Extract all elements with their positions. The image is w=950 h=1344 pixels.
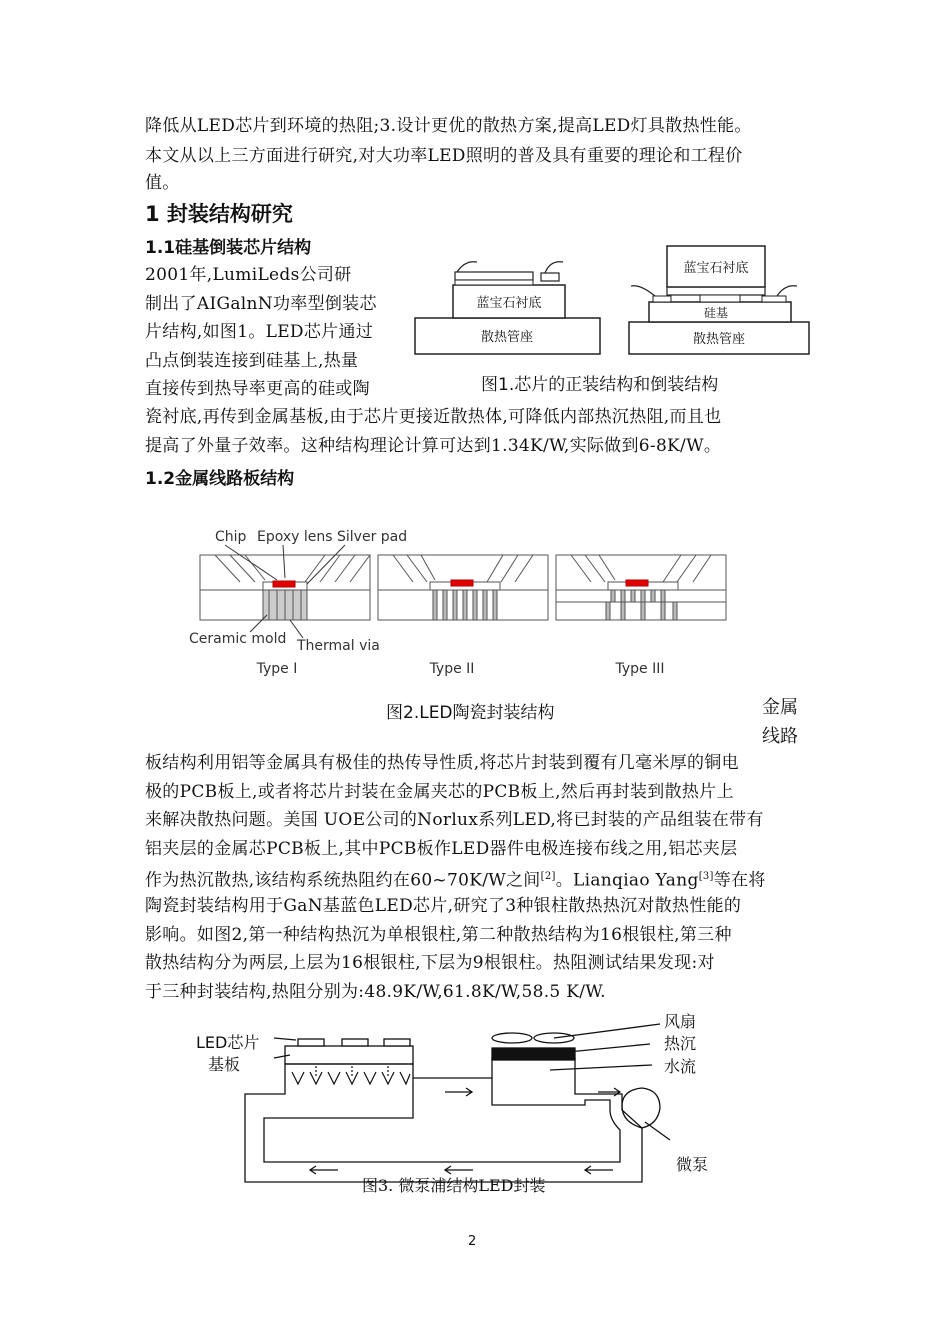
fig1-right-wire-1	[631, 286, 655, 296]
page-number: 2	[468, 1234, 477, 1249]
fig3-pump	[622, 1088, 660, 1128]
fig3-fan-left	[492, 1033, 532, 1043]
sub1-line-5: 直接传到热导率更高的硅或陶	[145, 379, 370, 399]
fig3-flow-arrows	[310, 1088, 620, 1174]
fig2-label-thermal: Thermal via	[297, 638, 380, 654]
fig2-type-3	[556, 555, 726, 620]
fig1-right-base-label: 散热管座	[692, 332, 746, 347]
para2-line-5-part-c: 等在将	[713, 870, 766, 891]
figure-3-diagram	[190, 1010, 730, 1185]
side-text-2: 线路	[762, 726, 798, 747]
fig3-label-pump: 微泵	[676, 1155, 709, 1174]
fig3-chip-3	[384, 1039, 410, 1046]
fig2-type-3-label: Type III	[615, 661, 665, 677]
fig3-chip-2	[342, 1039, 368, 1046]
fig3-label-led: LED芯片	[196, 1033, 260, 1052]
para2-line-4: 铝夹层的金属芯PCB板上,其中PCB板作LED器件电极连接布线之用,铝芯夹层	[145, 839, 738, 859]
para2-line-2: 极的PCB板上,或者将芯片封装在金属夹芯的PCB板上,然后再封装到散热片上	[145, 782, 734, 802]
sub1-line-3: 片结构,如图1。LED芯片通过	[145, 322, 374, 342]
fig1-right-wire-2	[777, 286, 797, 296]
fig2-label-epoxy: Epoxy lens	[257, 529, 333, 545]
side-text-1: 金属	[762, 697, 798, 718]
fig1-left-wire-1	[457, 262, 477, 272]
fig1-left-pad	[541, 273, 559, 281]
fig3-label-heatsink: 热沉	[664, 1034, 697, 1053]
fig2-label-silver: Silver pad	[337, 529, 408, 545]
fig1-right-substrate-label: 蓝宝石衬底	[683, 261, 749, 276]
fig1-left-chip-layer	[455, 280, 533, 285]
fig1-right-chip-layer	[667, 287, 765, 295]
para2-line-3: 来解决散热问题。美国 UOE公司的Norlux系列LED,将已封装的产品组装在带有	[145, 810, 764, 830]
fig3-label-water: 水流	[664, 1057, 697, 1076]
fig3-channel-outer	[245, 1058, 642, 1182]
section-1-2-heading: 1.2金属线路板结构	[145, 469, 295, 489]
fig2-label-ceramic: Ceramic mold	[189, 631, 287, 647]
sub1-line-2: 制出了AIGalnN功率型倒装芯	[145, 294, 377, 314]
fig1-left-substrate-label: 蓝宝石衬底	[476, 296, 542, 311]
section-1-1-heading: 1.1硅基倒装芯片结构	[145, 238, 312, 258]
fig3-substrate	[285, 1046, 413, 1064]
fig3-channel-inner	[264, 1078, 620, 1162]
fig3-label-base: 基板	[208, 1055, 241, 1074]
fig2-type-1-label: Type I	[256, 661, 298, 677]
intro-line-3: 值。	[145, 173, 180, 193]
para2-line-1: 板结构利用铝等金属具有极佳的热传导性质,将芯片封装到覆有几毫米厚的铜电	[145, 753, 739, 773]
para2-line-6: 陶瓷封装结构用于GaN基蓝色LED芯片,研究了3种银柱散热热沉对散热性能的	[145, 896, 742, 916]
sub1-full-line-2: 提高了外量子效率。这种结构理论计算可达到1.34K/W,实际做到6-8K/W。	[145, 436, 722, 456]
intro-line-1: 降低从LED芯片到环境的热阻;3.设计更优的散热方案,提高LED灯具散热性能。	[145, 116, 752, 136]
figure-2-diagram	[185, 520, 745, 685]
citation-3: [3]	[698, 871, 714, 882]
fig1-left-chip	[455, 272, 533, 280]
para2-line-5-part-b: 。Lianqiao Yang	[555, 870, 699, 891]
intro-line-2: 本文从以上三方面进行研究,对大功率LED照明的普及具有重要的理论和工程价	[145, 146, 743, 166]
fig1-right-pad-right	[762, 296, 786, 302]
fig1-right-silicon-label: 硅基	[703, 306, 729, 320]
figure-1-diagram	[405, 240, 825, 365]
fig2-type-2	[378, 555, 548, 620]
section-1-heading: 1 封装结构研究	[145, 202, 293, 226]
fig1-left-wire-2	[545, 262, 563, 273]
figure-2-caption: 图2.LED陶瓷封装结构	[386, 703, 555, 723]
sub1-full-line-1: 瓷衬底,再传到金属基板,由于芯片更接近散热体,可降低内部热沉热阻,而且也	[145, 407, 722, 427]
citation-2: [2]	[540, 871, 556, 882]
figure-1-caption: 图1.芯片的正装结构和倒装结构	[481, 375, 719, 395]
para2-line-8: 散热结构分为两层,上层为16根银柱,下层为9根银柱。热阻测试结果发现:对	[145, 953, 715, 973]
figure-3-caption: 图3. 微泵浦结构LED封装	[362, 1176, 546, 1195]
fig1-right-pad-left	[653, 296, 671, 302]
fig3-chip-1	[298, 1039, 324, 1046]
fig3-heat-arrows	[292, 1066, 410, 1084]
sub1-line-1: 2001年,LumiLeds公司研	[145, 265, 352, 285]
fig2-label-chip: Chip	[215, 529, 247, 545]
sub1-line-4: 凸点倒装连接到硅基上,热量	[145, 351, 359, 371]
fig3-label-fan: 风扇	[664, 1012, 697, 1031]
para2-line-9: 于三种封装结构,热阻分别为:48.9K/W,61.8K/W,58.5 K/W.	[145, 982, 606, 1002]
para2-line-7: 影响。如图2,第一种结构热沉为单根银柱,第二种散热结构为16根银柱,第三种	[145, 925, 732, 945]
fig3-heatsink	[492, 1048, 575, 1060]
para2-line-5-part-a: 作为热沉散热,该结构系统热阻约在60~70K/W之间	[145, 870, 541, 891]
fig2-type-1	[200, 545, 370, 638]
fig2-type-2-label: Type II	[429, 661, 475, 677]
fig1-left-base-label: 散热管座	[480, 330, 534, 345]
fig1-right-bump	[700, 295, 740, 302]
